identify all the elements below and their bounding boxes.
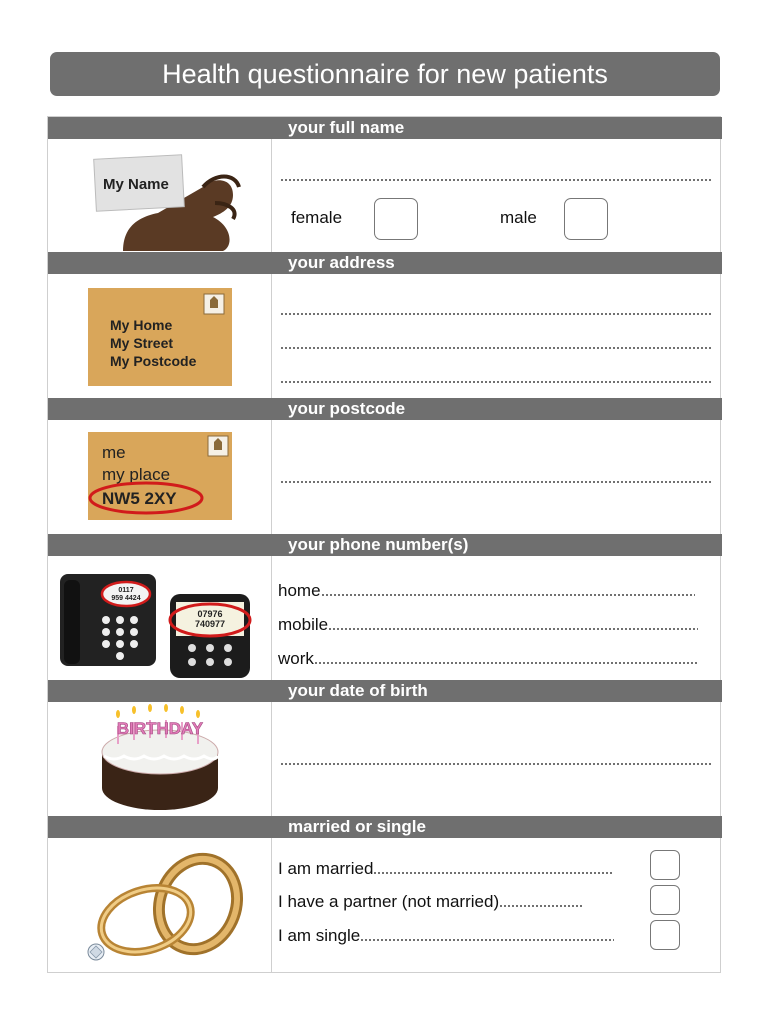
single-checkbox[interactable] <box>650 920 680 950</box>
envelope-line-1: My Home <box>110 317 173 333</box>
telephones-image <box>58 570 268 678</box>
address-envelope-image <box>88 288 234 388</box>
marital-image-cell <box>48 838 272 972</box>
section-header-dob <box>48 680 722 702</box>
single-label: I am single <box>278 926 361 945</box>
name-card-hand-image <box>83 147 243 251</box>
postcode-envelope-line-2: my place <box>102 465 171 484</box>
address-image-cell <box>48 274 272 398</box>
married-option[interactable] <box>278 859 638 879</box>
home-label: home <box>278 581 321 600</box>
work-phone-field[interactable] <box>278 649 712 669</box>
cake-candle-text: BIRTHDAY <box>116 719 204 738</box>
mobile-phone-field[interactable] <box>278 615 712 635</box>
single-line <box>360 939 614 941</box>
name-image-cell <box>48 139 272 252</box>
partner-checkbox[interactable] <box>650 885 680 915</box>
work-label: work <box>278 649 314 668</box>
section-header-phone <box>48 534 722 556</box>
desk-phone-screen-line-1: 0117 <box>118 587 134 594</box>
postcode-envelope-line-3: NW5 2XY <box>102 489 177 508</box>
envelope-line-3: My Postcode <box>110 353 197 369</box>
section-header-marital <box>48 816 722 838</box>
desk-phone-screen-line-2: 959 4424 <box>111 595 141 602</box>
work-phone-line[interactable] <box>314 662 698 664</box>
date-of-birth-line[interactable] <box>280 763 712 765</box>
section-title: married or single <box>288 817 426 836</box>
partner-label: I have a partner (not married) <box>278 892 500 911</box>
male-checkbox[interactable] <box>564 198 608 240</box>
partner-option[interactable] <box>278 892 638 912</box>
questionnaire-form <box>47 116 721 973</box>
section-title: your full name <box>288 118 405 137</box>
phone-image-cell <box>48 556 272 680</box>
mobile-screen-line-1: 07976 <box>197 609 223 619</box>
home-phone-line[interactable] <box>321 594 695 596</box>
mobile-label: mobile <box>278 615 329 634</box>
page-title: Health questionnaire for new patients <box>50 52 720 96</box>
married-line <box>373 872 613 874</box>
wedding-rings-image <box>76 848 246 968</box>
female-label: female <box>291 208 343 227</box>
male-label: male <box>500 208 537 227</box>
postcode-line[interactable] <box>280 481 712 483</box>
section-header-postcode <box>48 398 722 420</box>
single-option[interactable] <box>278 926 638 946</box>
postcode-envelope-image <box>88 432 234 524</box>
dob-image-cell <box>48 702 272 816</box>
mobile-screen-line-2: 740977 <box>194 619 226 629</box>
married-checkbox[interactable] <box>650 850 680 880</box>
address-line-3[interactable] <box>280 381 712 383</box>
postcode-image-cell <box>48 420 272 534</box>
section-title: your address <box>288 253 395 272</box>
section-title: your postcode <box>288 399 406 418</box>
section-header-full-name <box>48 117 722 139</box>
section-title: your phone number(s) <box>288 535 469 554</box>
name-card-text: My Name <box>103 176 169 193</box>
postcode-envelope-line-1: me <box>102 443 126 462</box>
married-label: I am married <box>278 859 374 878</box>
full-name-line[interactable] <box>280 179 712 181</box>
envelope-line-2: My Street <box>110 335 174 351</box>
section-header-address <box>48 252 722 274</box>
mobile-phone-line[interactable] <box>328 628 698 630</box>
address-line-2[interactable] <box>280 347 712 349</box>
partner-line <box>499 905 583 907</box>
address-line-1[interactable] <box>280 313 712 315</box>
home-phone-field[interactable] <box>278 581 712 601</box>
birthday-cake-image <box>98 704 222 814</box>
section-title: your date of birth <box>288 681 428 700</box>
female-checkbox[interactable] <box>374 198 418 240</box>
